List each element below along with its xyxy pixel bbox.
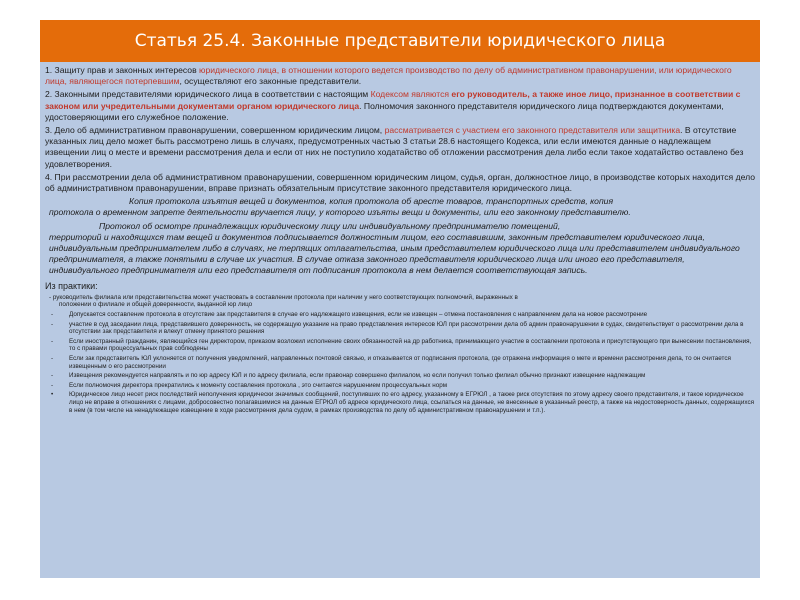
italic-note-1-rest: протокола о временном запрете деятельности вручается лицу, у которого изъяты вещи и документы, или его законному представителю. [49, 207, 631, 218]
bullet-mark: - [51, 337, 54, 345]
list-item-text: Юридическое лицо несет риск последствий неполучения юридически значимых сообщений, поступивших по его адресу, указанному в ЕГРЮЛ , а также риск отсутствия по этому адресу своего представителя, и такое юридическое лицо не вправе в отношениях с лицами, добросовестно полагавшимися на данные ЕГРЮЛ об адресе юридического лица, ссылаться на данные, не внесенные в указанный реестр, а также на недостоверность данных, содержащихся в нем (в том числе на ненадлежащее извещение в ходе рассмотрения дела судом, в рамках производства по делу об административном правонарушении и т.п.). [69, 391, 755, 414]
p2-bold-highlight: его руководитель, а также иное лицо, признанное в соответствии с законом или учредительными документами органом юридического лица [45, 89, 741, 111]
list-item-text: участие в суд заседании лица, представившего доверенность, не содержащую указание на право представления интересов ЮЛ при рассмотрении дела об админ правонарушении в судах, свидетельствует о рассмотрении дела в отсутствии зак представителя и влекут отмену принятого решения [69, 320, 744, 336]
practice-lead-rest: положении о филиале и общей доверенности, выданной юр лицо [59, 301, 253, 309]
italic-note-2-first-line: Протокол об осмотре принадлежащих юридическому лицу или индивидуальному предпринимателю помещений, [99, 220, 561, 231]
list-item-text: Если иностранный гражданин, являющийся ген директором, приказом возложил исполнение своих обязанностей на др работника, принимающего участие в составлении протокола и присутствующего при вынесении постановления, то с правами процессуальных прав соблюдены [69, 337, 752, 353]
p1-suffix: , осуществляют его законные представители. [179, 76, 362, 87]
bullet-mark: - [51, 372, 54, 380]
italic-note-2 [45, 221, 755, 277]
slide [40, 20, 760, 578]
italic-note-2-rest: территорий и находящихся там вещей и документов подписывается должностным лицом, его составившим, законным представителем юридического лица, индивидуальным предпринимателем либо в случаях, не терпящих отлагательства, иным представителем юридического лица или представителем индивидуального предпринимателя, а также понятыми в случае их участия. В случае отказа законного представителя юридического лица или иного его представителя, индивидуального предпринимателя или его представителя от подписания протокола в нем делается соответствующая запись. [49, 231, 740, 276]
p4-text: 4. При рассмотрении дела об административном правонарушении, совершенном юридическим лицом, судья, орган, должностное лицо, в производстве которых находится дело об административном правонарушении, вправе признать обязательным присутствие законного представителя юридического лица. [45, 171, 755, 194]
list-item-text: Допускается составление протокола в отсутствие зак представителя в случае его надлежащего извещения, если не извещен – отмена постановления с направлением дела на новое рассмотрение [69, 311, 648, 319]
italic-note-1-first-line: Копия протокола изъятия вещей и документов, копия протокола об аресте товаров, транспортных средств, копия [129, 196, 614, 207]
title-bar [40, 20, 760, 62]
paragraph-4 [45, 172, 755, 194]
paragraph-3 [45, 125, 755, 170]
p3-suffix: . В отсутствие указанных лиц дело может быть рассмотрено лишь в случаях, предусмотренных частью 3 статьи 28.6 настоящего Кодекса, или если имеются данные о надлежащем извещении лиц о месте и времени рассмотрения дела и если от них не поступило ходатайство об отложении рассмотрения дела либо если такое ходатайство оставлено без удовлетворения. [45, 125, 744, 169]
practice-list [45, 311, 755, 414]
paragraph-1 [45, 65, 755, 87]
p3-highlight: рассматривается с участием его законного представителя или защитника [384, 125, 681, 136]
p3-prefix: 3. Дело об административном правонарушении, совершенном юридическим лицом, [45, 125, 385, 136]
practice-lead [45, 294, 755, 309]
list-item [51, 391, 755, 414]
list-item-text: Если зак представитель ЮЛ уклоняется от получения уведомлений, направленных почтовой связью, и отказывается от подписания протокола, где отражена информация о мете и времени рассмотрения дела, то он считается извещенным о его рассмотрении [69, 355, 731, 370]
p2-highlight: Кодексом являются [370, 89, 452, 100]
list-item-text: Извещения рекомендуется направлять и по юр адресу ЮЛ и по адресу филиала, если правонар совершено филиалом, но если получил только филиал обычно признают извещение надлежащим [69, 372, 646, 380]
list-item [51, 311, 755, 319]
list-item [51, 355, 755, 370]
bullet-mark: - [51, 381, 54, 389]
italic-note-1 [45, 196, 755, 218]
practice-heading: Из практики: [45, 280, 98, 291]
list-item [51, 320, 755, 336]
bullet-mark: - [51, 311, 54, 319]
content-area [45, 65, 755, 416]
bullet-mark: - [51, 355, 54, 363]
list-item [51, 337, 755, 353]
p1-prefix: 1. Защиту прав и законных интересов [45, 65, 200, 75]
practice-lead-first: - руководитель филиала или представительства может участвовать в составлении протокола при наличии у него соответствующих полномочий, выраженных в [49, 293, 518, 301]
list-item-text: Если полномочия директора прекратились к моменту составления протокола , это считается нарушением процессуальных норм [69, 381, 448, 389]
p2-suffix: . Полномочия законного представителя юридического лица подтверждаются документами, удостоверяющими его служебное положение. [45, 100, 724, 122]
slide-title: Статья 25.4. Законные представители юридического лица [134, 31, 666, 51]
list-item [51, 381, 755, 390]
bullet-mark: - [51, 320, 54, 328]
p1-highlight: юридического лица, в отношении которого ведется производство по делу об административном правонарушении, или юридического лица, являющегося потерпевшим [45, 65, 732, 87]
list-item [51, 372, 755, 380]
p2-prefix: 2. Законными представителями юридического лица в соответствии с настоящим [45, 89, 371, 100]
bullet-mark: • [51, 391, 54, 399]
paragraph-2 [45, 89, 755, 123]
